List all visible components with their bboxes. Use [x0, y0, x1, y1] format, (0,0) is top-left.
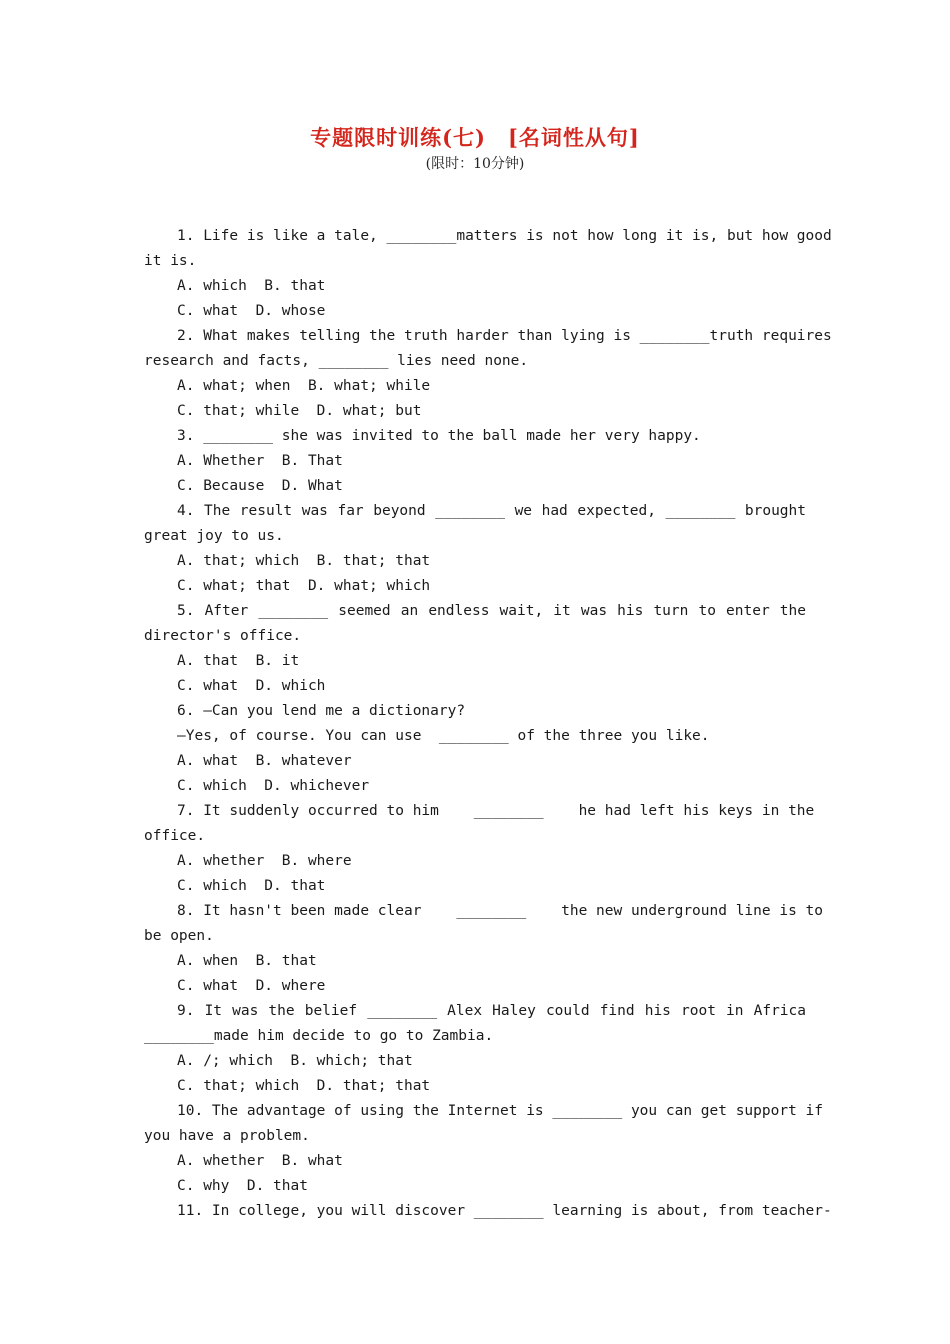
- question-1-options-ab: A. which B. that: [177, 278, 326, 294]
- question-8-stem-line-2: be open.: [144, 928, 214, 944]
- question-3-options-ab: A. Whether B. That: [177, 453, 343, 469]
- question-4-stem-line-2: great joy to us.: [144, 528, 284, 544]
- question-4-stem-line-1: 4. The result was far beyond ________ we had expected, ________ brought: [177, 503, 806, 519]
- question-11-stem-line-1: 11. In college, you will discover ________ learning is about, from teacher-: [177, 1203, 832, 1219]
- question-2-stem-line-2: research and facts, ________ lies need none.: [144, 353, 529, 369]
- question-7-stem-line-1: 7. It suddenly occurred to him ________ he had left his keys in the: [177, 803, 815, 819]
- question-9-stem-line-2: ________made him decide to go to Zambia.: [144, 1028, 494, 1044]
- question-6-options-ab: A. what B. whatever: [177, 753, 352, 769]
- question-9-stem-line-1: 9. It was the belief ________ Alex Haley could find his root in Africa: [177, 1003, 806, 1019]
- question-3-stem-line-1: 3. ________ she was invited to the ball made her very happy.: [177, 428, 701, 444]
- question-5-stem-line-2: director's office.: [144, 628, 302, 644]
- question-1-options-cd: C. what D. whose: [177, 303, 326, 319]
- question-8-options-cd: C. what D. where: [177, 978, 326, 994]
- question-7-options-cd: C. which D. that: [177, 878, 326, 894]
- question-1-stem-line-1: 1. Life is like a tale, ________matters is not how long it is, but how good: [177, 228, 832, 244]
- question-1-stem-line-2: it is.: [144, 253, 197, 269]
- page-title: 专题限时训练(七) [名词性从句]: [310, 125, 640, 150]
- question-5-options-ab: A. that B. it: [177, 653, 300, 669]
- question-6-options-cd: C. which D. whichever: [177, 778, 370, 794]
- question-9-options-cd: C. that; which D. that; that: [177, 1078, 431, 1094]
- question-4-options-ab: A. that; which B. that; that: [177, 553, 431, 569]
- question-6-stem-line-1: 6. —Can you lend me a dictionary?: [177, 703, 466, 719]
- question-7-options-ab: A. whether B. where: [177, 853, 352, 869]
- question-7-stem-line-2: office.: [144, 828, 206, 844]
- question-2-options-cd: C. that; while D. what; but: [177, 403, 422, 419]
- question-3-options-cd: C. Because D. What: [177, 478, 343, 494]
- question-8-stem-line-1: 8. It hasn't been made clear ________ the new underground line is to: [177, 903, 824, 919]
- question-10-options-ab: A. whether B. what: [177, 1153, 343, 1169]
- question-5-stem-line-1: 5. After ________ seemed an endless wait, it was his turn to enter the: [177, 603, 806, 619]
- question-10-options-cd: C. why D. that: [177, 1178, 308, 1194]
- question-10-stem-line-2: you have a problem.: [144, 1128, 310, 1144]
- question-8-options-ab: A. when B. that: [177, 953, 317, 969]
- question-10-stem-line-1: 10. The advantage of using the Internet is ________ you can get support if: [177, 1103, 824, 1119]
- question-9-options-ab: A. /; which B. which; that: [177, 1053, 413, 1069]
- question-4-options-cd: C. what; that D. what; which: [177, 578, 431, 594]
- question-2-stem-line-1: 2. What makes telling the truth harder than lying is ________truth requires: [177, 328, 832, 344]
- time-limit: (限时：10分钟): [425, 156, 525, 172]
- question-5-options-cd: C. what D. which: [177, 678, 326, 694]
- question-2-options-ab: A. what; when B. what; while: [177, 378, 431, 394]
- question-6-stem-line-2: —Yes, of course. You can use ________ of the three you like.: [177, 728, 710, 744]
